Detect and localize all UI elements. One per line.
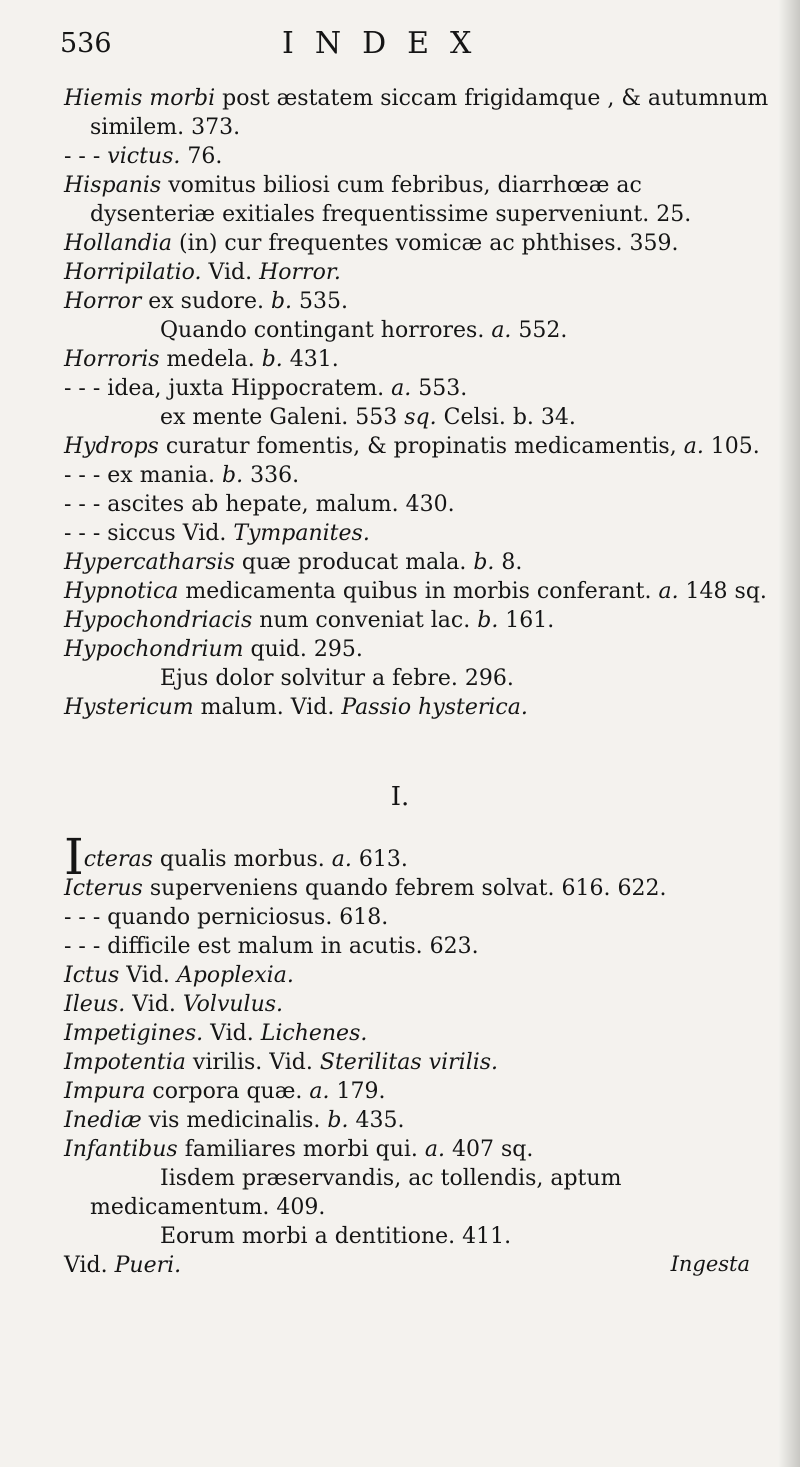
- entry-locator: 161.: [498, 608, 555, 633]
- entry-text: (in) cur frequentes vomicæ ac phthises. 359.: [172, 231, 679, 256]
- ditto-dashes: - - -: [64, 905, 108, 930]
- entry-text: quando perniciosus. 618.: [107, 905, 389, 930]
- index-entry: [64, 258, 772, 287]
- entry-text: corpora quæ.: [145, 1079, 310, 1104]
- index-entry: [64, 1077, 772, 1106]
- entry-text: Eorum morbi a dentitione. 411.: [160, 1224, 512, 1249]
- ditto-dashes: - - -: [64, 934, 108, 959]
- index-entry: [64, 403, 772, 432]
- index-section-h: [64, 84, 772, 722]
- entry-reference: a.: [424, 1137, 445, 1162]
- entry-text: ex mente Galeni. 553: [160, 405, 405, 430]
- index-entry: [64, 1135, 772, 1164]
- index-entry: [64, 1222, 772, 1251]
- entry-locator: 431.: [282, 347, 339, 372]
- index-entry: [64, 635, 772, 664]
- section-letter: I.: [390, 782, 410, 812]
- entry-locator: 613.: [351, 847, 408, 872]
- entry-reference: a.: [391, 376, 412, 401]
- entry-headword: Impotentia: [64, 1050, 186, 1075]
- entry-locator: 552.: [511, 318, 568, 343]
- entry-reference: Sterilitas virilis.: [319, 1050, 499, 1075]
- index-entry: [64, 664, 772, 693]
- index-entry: [64, 903, 772, 932]
- entry-text: ex mania.: [107, 463, 222, 488]
- index-entry: [64, 84, 772, 142]
- entry-text: siccus Vid.: [107, 521, 234, 546]
- index-entry: [64, 461, 772, 490]
- index-entry: [64, 961, 772, 990]
- entry-locator: 179.: [329, 1079, 386, 1104]
- ditto-dashes: - - -: [64, 144, 108, 169]
- entry-locator: 148 sq.: [678, 579, 767, 604]
- index-entry: [64, 229, 772, 258]
- entry-reference: a.: [683, 434, 704, 459]
- entry-headword: Impura: [64, 1079, 146, 1104]
- entry-locator: 553.: [411, 376, 468, 401]
- entry-text: difficile est malum in acutis. 623.: [107, 934, 479, 959]
- entry-text: virilis. Vid.: [185, 1050, 320, 1075]
- entry-text: num conveniat lac.: [252, 608, 478, 633]
- entry-text: vomitus biliosi cum febribus, diarrhœæ ac dysenteriæ exitiales frequentissime superveniunt. 25.: [90, 173, 692, 227]
- entry-locator: 535.: [292, 289, 349, 314]
- entry-headword: Hydrops: [64, 434, 159, 459]
- entry-text: medela.: [159, 347, 262, 372]
- index-entry: [64, 1019, 772, 1048]
- entry-locator: 8.: [494, 550, 523, 575]
- entry-headword: Ictus: [64, 963, 120, 988]
- entry-reference: b.: [222, 463, 244, 488]
- index-entry: [64, 548, 772, 577]
- page-number: 536: [60, 28, 112, 59]
- index-entry: [64, 1106, 772, 1135]
- entry-reference: Tympanites.: [233, 521, 370, 546]
- index-entry: [64, 577, 772, 606]
- index-entry: [64, 1164, 772, 1222]
- running-title: INDEX: [282, 26, 493, 61]
- entry-text: Vid.: [203, 1021, 261, 1046]
- entry-text: superveniens quando febrem solvat. 616. 622.: [142, 876, 667, 901]
- index-entry: [64, 345, 772, 374]
- entry-reference: b.: [477, 608, 499, 633]
- index-entry: [64, 519, 772, 548]
- entry-headword: Horroris: [64, 347, 160, 372]
- entry-headword: Icterus: [64, 876, 143, 901]
- entry-headword: Hystericum: [64, 695, 194, 720]
- entry-text: post æstatem siccam frigidamque , & autumnum similem. 373.: [90, 86, 769, 140]
- entry-reference: b.: [327, 1108, 349, 1133]
- entry-reference: Passio hysterica.: [341, 695, 528, 720]
- entry-headword: Hiemis morbi: [64, 86, 216, 111]
- index-entry: [64, 287, 772, 316]
- entry-text: quid. 295.: [243, 637, 363, 662]
- ditto-dashes: - - -: [64, 376, 108, 401]
- entry-reference: b.: [473, 550, 495, 575]
- entry-reference: Pueri.: [114, 1253, 182, 1278]
- entry-headword: Impetigines.: [64, 1021, 204, 1046]
- entry-locator: 336.: [243, 463, 300, 488]
- entry-reference: a.: [331, 847, 352, 872]
- entry-headword: Infantibus: [64, 1137, 178, 1162]
- entry-reference: Lichenes.: [260, 1021, 368, 1046]
- entry-headword: Hollandia: [64, 231, 173, 256]
- index-entry: [64, 693, 772, 722]
- entry-text: Ejus dolor solvitur a febre. 296.: [160, 666, 514, 691]
- ditto-dashes: - - -: [64, 463, 108, 488]
- entry-headword: Hypnotica: [64, 579, 179, 604]
- entry-reference: Apoplexia.: [176, 963, 294, 988]
- entry-reference: Volvulus.: [182, 992, 284, 1017]
- index-entry: [64, 932, 772, 961]
- entry-locator: 407 sq.: [445, 1137, 534, 1162]
- index-entry: [64, 828, 772, 886]
- index-entry: [64, 606, 772, 635]
- index-section-i: [64, 828, 772, 1280]
- entry-locator: 435.: [348, 1108, 405, 1133]
- entry-reference: Horror.: [259, 260, 341, 285]
- entry-text: Vid.: [64, 1253, 115, 1278]
- entry-headword: Horror: [64, 289, 142, 314]
- entry-text: idea, juxta Hippocratem.: [107, 376, 392, 401]
- entry-reference: a.: [491, 318, 512, 343]
- index-entry: [64, 316, 772, 345]
- index-entry: [64, 1251, 772, 1280]
- entry-reference: b.: [270, 289, 293, 314]
- entry-locator: 105.: [703, 434, 760, 459]
- index-entry: [64, 142, 772, 171]
- entry-headword: Inediæ: [64, 1108, 142, 1133]
- entry-text: medicamenta quibus in morbis conferant.: [178, 579, 659, 604]
- entry-headword: Hypochondriacis: [64, 608, 253, 633]
- entry-headword: victus.: [107, 144, 181, 169]
- ditto-dashes: - - -: [64, 492, 108, 517]
- entry-text: quæ producat mala.: [234, 550, 474, 575]
- entry-text: Iisdem præservandis, ac tollendis, aptum medicamentum. 409.: [90, 1166, 622, 1220]
- ditto-dashes: - - -: [64, 521, 108, 546]
- entry-text: Vid.: [125, 992, 183, 1017]
- page-edge-shadow: [778, 0, 800, 1467]
- entry-text: 76.: [180, 144, 223, 169]
- index-entry: [64, 432, 772, 461]
- page-header: [60, 22, 760, 74]
- index-entry: [64, 490, 772, 519]
- index-entry: [64, 1048, 772, 1077]
- entry-headword: Horripilatio.: [64, 260, 202, 285]
- index-entry: [64, 874, 772, 903]
- index-entry: [64, 171, 772, 229]
- entry-headword: Hypercatharsis: [64, 550, 235, 575]
- entry-text: curatur fomentis, & propinatis medicamentis,: [158, 434, 684, 459]
- entry-reference: a.: [309, 1079, 330, 1104]
- entry-headword: Hypochondrium: [64, 637, 244, 662]
- entry-reference: a.: [658, 579, 679, 604]
- entry-text: ascites ab hepate, malum. 430.: [107, 492, 455, 517]
- index-entry: [64, 990, 772, 1019]
- entry-reference: sq.: [404, 405, 437, 430]
- entry-text: vis medicinalis.: [141, 1108, 328, 1133]
- entry-headword: Ileus.: [64, 992, 126, 1017]
- entry-text: ex sudore.: [141, 289, 271, 314]
- entry-text: qualis morbus.: [152, 847, 332, 872]
- entry-text: familiares morbi qui.: [177, 1137, 425, 1162]
- drop-initial: I: [64, 828, 84, 886]
- entry-locator: Celsi. b. 34.: [436, 405, 576, 430]
- entry-text: Vid.: [201, 260, 260, 285]
- entry-headword: Hispanis: [64, 173, 162, 198]
- catchword: Ingesta: [670, 1252, 750, 1276]
- index-entry: [64, 374, 772, 403]
- entry-text: Quando contingant horrores.: [160, 318, 492, 343]
- entry-text: malum. Vid.: [193, 695, 342, 720]
- entry-headword: cteras: [83, 847, 153, 872]
- entry-reference: b.: [261, 347, 283, 372]
- entry-text: Vid.: [119, 963, 177, 988]
